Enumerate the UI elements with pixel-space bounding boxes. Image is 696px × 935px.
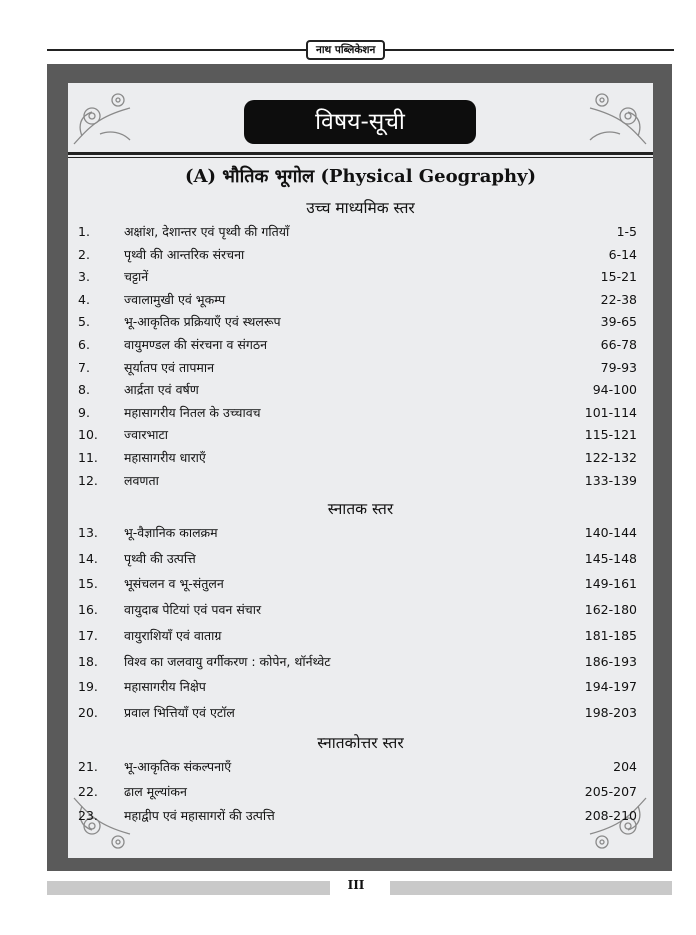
toc-entry-num: 3. [78,269,90,285]
toc-entry-pages: 208-210 [584,808,637,823]
toc-entry-title: अक्षांश, देशान्तर एवं पृथ्वी की गतियाँ [124,224,290,239]
toc-entry-title: भूसंचलन व भू-संतुलन [124,576,224,592]
toc-entry-title: भू-वैज्ञानिक कालक्रम [124,525,218,540]
toc-entry-title: चट्टानें [124,269,149,285]
toc-entry-pages: 133-139 [584,472,637,488]
toc-entry-pages: 122-132 [584,450,637,465]
toc-entry-pages: 115-121 [584,427,637,443]
toc-entry-pages: 15-21 [600,269,637,285]
toc-entry-num: 10. [78,427,98,443]
toc-entry-num: 2. [78,246,90,262]
floral-ornament-icon [570,86,650,150]
toc-entry-num: 21. [78,759,98,774]
page-number: III [347,878,365,892]
toc-entry [68,357,653,379]
toc-entry-num: 14. [78,550,98,566]
section-heading: स्नातकोत्तर स्तर [317,734,404,752]
toc-entry-pages: 181-185 [584,627,637,643]
toc-entry-title: भू-आकृतिक प्रक्रियाएँ एवं स्थलरूप [124,314,281,330]
toc-entry-num: 6. [78,337,90,352]
footer-bar [390,881,672,895]
toc-entry-title: पृथ्वी की आन्तरिक संरचना [124,246,245,262]
toc-entry [68,379,653,401]
toc-entry-pages: 101-114 [584,404,637,420]
toc-entry-num: 5. [78,314,90,330]
toc-entry-pages: 140-144 [584,525,637,540]
toc-entry [68,470,653,492]
title-rule-thin [68,157,653,158]
toc-entry-num: 11. [78,450,98,465]
toc-entry-pages: 1-5 [616,224,637,239]
toc-entry-title: महासागरीय नितल के उच्चावच [124,404,261,420]
toc-entry-pages: 66-78 [600,337,637,352]
toc-entry [68,625,653,647]
toc-entry-pages: 198-203 [584,704,637,720]
toc-entry-num: 9. [78,404,90,420]
toc-entry-num: 22. [78,783,98,799]
toc-entry-title: महासागरीय निक्षेप [124,679,206,695]
section-heading: स्नातक स्तर [327,500,394,518]
toc-entry-pages: 204 [613,759,637,774]
toc-entry [68,548,653,570]
toc-entry [68,424,653,446]
toc-entry-num: 7. [78,359,90,375]
toc-entry [68,221,653,243]
toc-entry-pages: 6-14 [608,246,637,262]
floral-ornament-icon [70,86,150,150]
toc-entry-title: लवणता [124,472,159,488]
toc-entry [68,311,653,333]
toc-entry-num: 1. [78,224,90,239]
toc-entry-pages: 162-180 [584,602,637,618]
toc-entry [68,599,653,621]
toc-entry [68,676,653,698]
toc-entry-pages: 94-100 [592,382,637,398]
toc-entry-title: वायुराशियाँ एवं वाताग्र [124,627,222,643]
toc-entry-num: 4. [78,291,90,307]
toc-entry-num: 18. [78,653,98,669]
toc-entry-title: महासागरीय धाराएँ [124,450,206,465]
toc-entry-num: 12. [78,472,98,488]
toc-entry-title: आर्द्रता एवं वर्षण [124,382,199,398]
section-heading: उच्च माध्यमिक स्तर [306,199,415,217]
publisher-label: नाथ पब्लिकेशन [306,40,385,60]
toc-entry-pages: 194-197 [584,679,637,695]
toc-entry [68,244,653,266]
footer-bar [47,881,330,895]
toc-entry-num: 13. [78,525,98,540]
toc-entry [68,702,653,724]
toc-entry [68,447,653,469]
toc-entry-pages: 145-148 [584,550,637,566]
part-heading: (A) भौतिक भूगोल (Physical Geography) [184,166,537,187]
toc-entry [68,266,653,288]
toc-entry-pages: 22-38 [600,291,637,307]
toc-entry-pages: 186-193 [584,653,637,669]
toc-entry-title: ज्वारभाटा [124,427,169,443]
toc-entry-title: सूर्यातप एवं तापमान [124,359,215,375]
toc-entry [68,402,653,424]
toc-entry [68,651,653,673]
toc-entry [68,781,653,803]
toc-entry-title: ढाल मूल्यांकन [124,783,187,799]
toc-entry-title: पृथ्वी की उत्पत्ति [124,550,196,566]
toc-entry [68,522,653,544]
toc-entry-pages: 205-207 [584,783,637,799]
toc-entry-num: 23. [78,808,98,823]
toc-entry [68,334,653,356]
toc-entry-pages: 39-65 [600,314,637,330]
toc-entry [68,573,653,595]
toc-entry-num: 8. [78,382,90,398]
toc-entry [68,805,653,827]
toc-entry [68,756,653,778]
toc-entry-title: भू-आकृतिक संकल्पनाएँ [124,759,232,774]
toc-entry-num: 16. [78,602,98,618]
title-rule [68,152,653,155]
toc-entry-num: 19. [78,679,98,695]
toc-entry-pages: 149-161 [584,576,637,592]
toc-entry-title: महाद्वीप एवं महासागरों की उत्पत्ति [124,808,275,823]
toc-entry-title: प्रवाल भित्तियाँ एवं एटॉल [124,704,235,720]
toc-entry-title: विश्व का जलवायु वर्गीकरण : कोपेन, थॉर्नथ्वेट [124,653,331,669]
toc-entry-num: 20. [78,704,98,720]
toc-entry-num: 15. [78,576,98,592]
toc-entry-title: वायुदाब पेटियां एवं पवन संचार [124,602,262,618]
toc-entry-pages: 79-93 [600,359,637,375]
page-title: विषय-सूची [244,100,476,144]
toc-entry-title: ज्वालामुखी एवं भूकम्प [124,291,226,307]
toc-entry-num: 17. [78,627,98,643]
toc-entry-title: वायुमण्डल की संरचना व संगठन [124,337,268,352]
toc-entry [68,289,653,311]
